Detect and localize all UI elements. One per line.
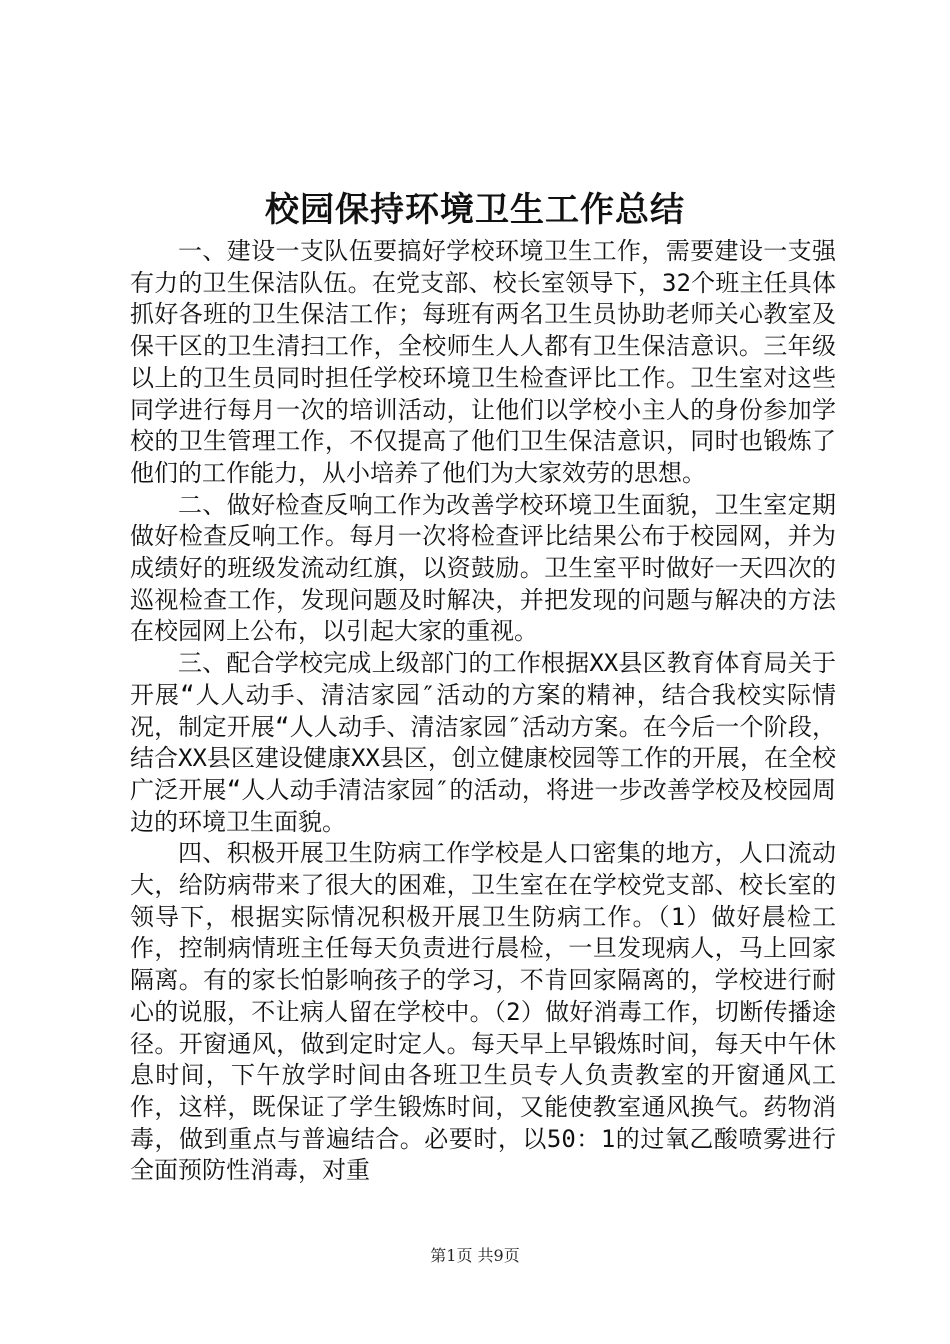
paragraph-4: 四、积极开展卫生防病工作学校是人口密集的地方，人口流动大，给防病带来了很大的困难，卫生室在在学校党支部、校长室的领导下，根据实际情况积极开展卫生防病工作。（1）做好晨检工作，控制病情班主任每天负责进行晨检，一旦发现病人，马上回家隔离。有的家长怕影响孩子的学习，不肯回家隔离的，学校进行耐心的说服，不让病人留在学校中。（2）做好消毒工作，切断传播途径。开窗通风，做到定时定人。每天早上早锻炼时间，每天中午休息时间，下午放学时间由各班卫生员专人负责教室的开窗通风工作，这样，既保证了学生锻炼时间，又能使教室通风换气。药物消毒，做到重点与普遍结合。必要时，以50：1的过氧乙酸喷雾进行全面预防性消毒，对重 (130, 839, 836, 1185)
paragraph-3: 三、配合学校完成上级部门的工作根据XX县区教育体育局关于开展“人人动手、清洁家园″活动的方案的精神，结合我校实际情况，制定开展“人人动手、清洁家园″活动方案。在今后一个阶段，结合XX县区建设健康XX县区，创立健康校园等工作的开展，在全校广泛开展“人人动手清洁家园″的活动，将进一步改善学校及校园周边的环境卫生面貌。 (130, 649, 836, 836)
paragraph-2: 二、做好检查反响工作为改善学校环境卫生面貌，卫生室定期做好检查反响工作。每月一次将检查评比结果公布于校园网，并为成绩好的班级发流动红旗，以资鼓励。卫生室平时做好一天四次的巡视检查工作，发现问题及时解决，并把发现的问题与解决的方法在校园网上公布，以引起大家的重视。 (130, 490, 836, 646)
document-body (130, 236, 836, 1187)
page-title: 校园保持环境卫生工作总结 (265, 190, 685, 230)
paragraph-1: 一、建设一支队伍要搞好学校环境卫生工作，需要建设一支强有力的卫生保洁队伍。在党支部、校长室领导下，32个班主任具体抓好各班的卫生保洁工作；每班有两名卫生员协助老师关心教室及保干区的卫生清扫工作，全校师生人人都有卫生保洁意识。三年级以上的卫生员同时担任学校环境卫生检查评比工作。卫生室对这些同学进行每月一次的培训活动，让他们以学校小主人的身份参加学校的卫生管理工作，不仅提高了他们卫生保洁意识，同时也锻炼了他们的工作能力，从小培养了他们为大家效劳的思想。 (130, 237, 836, 487)
page-number-footer: 第1页 共9页 (430, 1246, 520, 1265)
